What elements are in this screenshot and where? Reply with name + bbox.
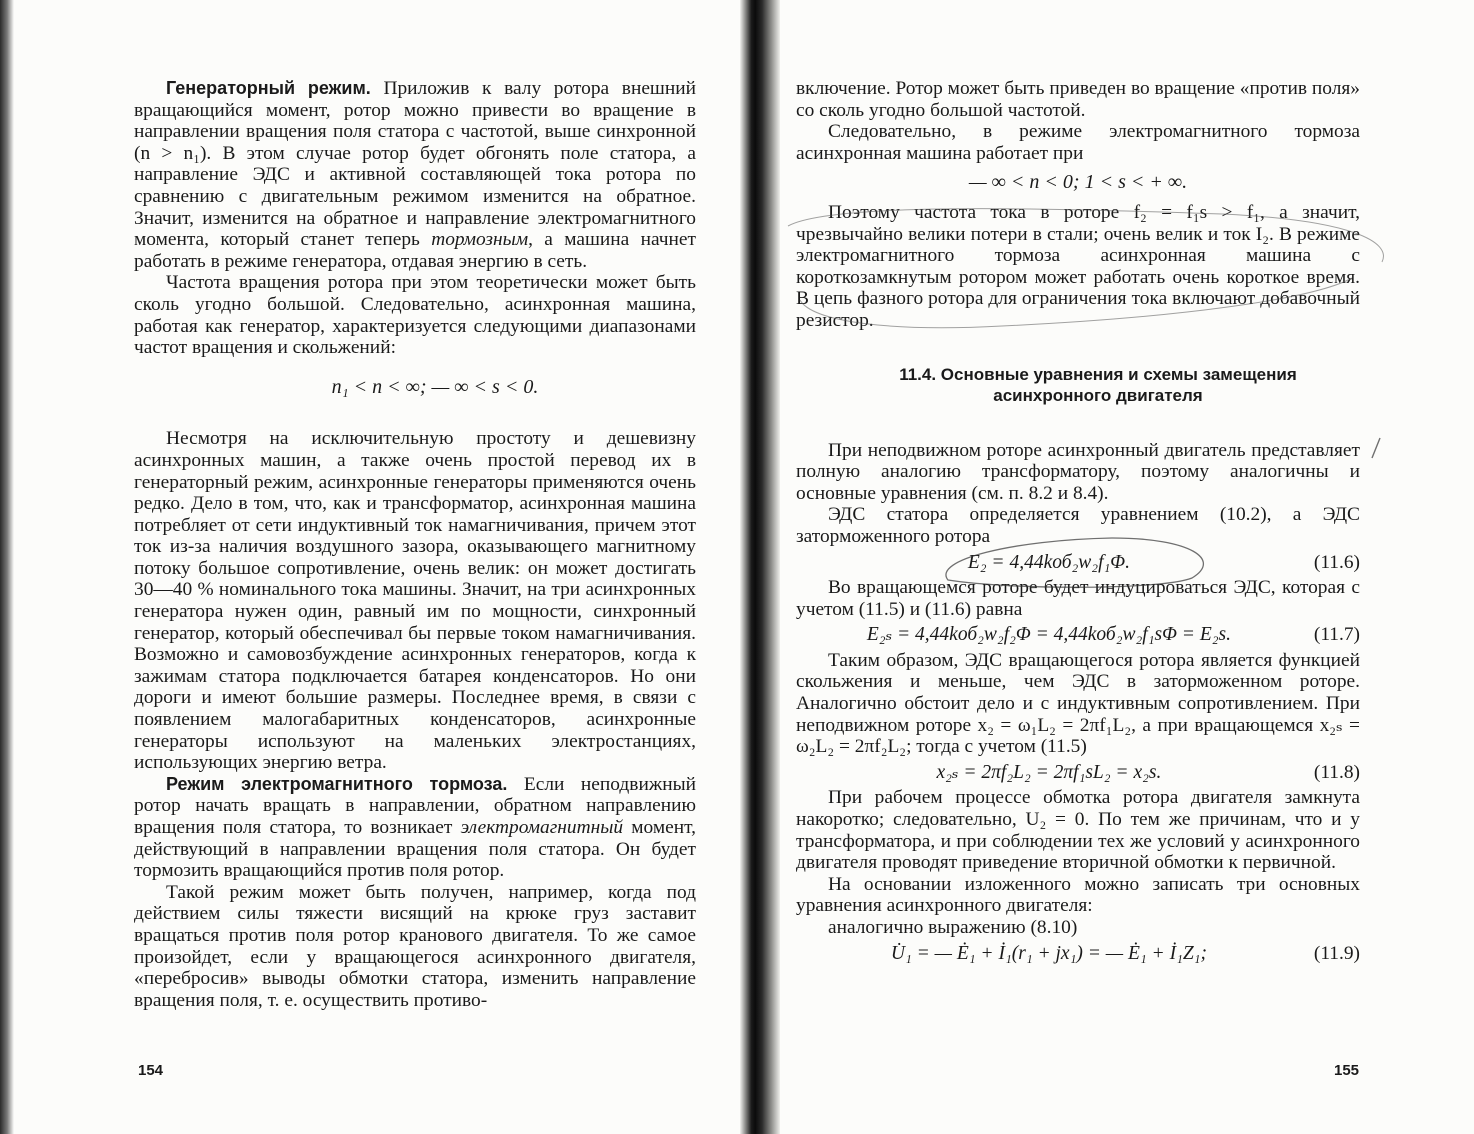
paragraph-losses: Поэтому частота тока в роторе f₂ = f₁s > f₁, а значит, чрезвычайно велики потери в стали; очень велик и ток I₂. В режиме электромагнитного тормоза асинхронная машина с короткозамкнутым ротором может работать очень короткое время. В цепь фазного ротора для ограничения тока включают добавочный резистор. <box>796 201 1360 331</box>
italic-term: электромагнитный <box>460 817 624 838</box>
paragraph-three-equations: На основании изложенного можно записать три основных уравнения асинхронного двигателя: <box>796 873 1360 917</box>
paragraph-slip-function: Таким образом, ЭДС вращающегося ротора является функцией скольжения и меньше, чем ЭДС в заторможенном роторе. Аналогично обстоит дело и с индуктивным сопротивлением. При неподвижном роторе x₂ = ω₁L₂ = 2πf₁L₂, а при вращающемся x₂ₛ = ω₂L₂ = 2πf₂L₂; тогда с учетом (11.5) <box>796 649 1360 758</box>
paragraph-generator-usage: Несмотря на исключительную простоту и дешевизну асинхронных машин, а также очень простой перевод их в генераторный режим, асинхронные генераторы применяются очень редко. Дело в том, что, как и трансформатор, асинхронная машина потребляет от сети индуктивный ток намагничивания, причем этот ток из-за наличия воздушного зазора, оказывающего магнитному потоку большое сопротивление, очень велик: он может достигать 30—40 % номинального тока машины. Значит, на три асинхронных генератора нужен один, равный им по мощности, синхронный генератор, который обеспечивал бы первые током намагничивания. Возможно и самовозбуждение асинхронных генераторов, когда к зажимам статора подключается батарея конденсаторов. Но они дороги и имеют большие размеры. Последнее время, в связи с появлением малогабаритных конденсаторов, асинхронные генераторы используют на маленьких электростанциях, использующих энергию ветра. <box>134 428 696 774</box>
book-gutter <box>740 0 780 1134</box>
paragraph-analogous-expression: аналогично выражению (8.10) <box>828 917 1078 938</box>
right-page-text <box>796 78 1360 968</box>
section-heading-line: асинхронного двигателя <box>993 385 1203 405</box>
page-number-right: 155 <box>1334 1062 1360 1079</box>
paragraph-analogy: При неподвижном роторе асинхронный двигатель представляет полную аналогию трансформатору, поэтому аналогичны и основные уравнения (см. п. 8.2 и 8.4). <box>796 439 1360 504</box>
left-page-text <box>134 78 696 1011</box>
section-heading <box>796 364 1360 406</box>
equation-number: (11.9) <box>1313 942 1360 964</box>
equation-expression: x₂ₛ = 2πf₂L₂ = 2πf₁sL₂ = x₂s. <box>936 761 1162 783</box>
scan-left-edge <box>0 0 14 1134</box>
paragraph-emf-stator: ЭДС статора определяется уравнением (10.2), а ЭДС заторможенного ротора <box>796 504 1360 547</box>
italic-term: тормозным <box>431 229 529 251</box>
paragraph-text: Если неподвижный ротор начать вращать в направлении, обратном направлению вращения поля статора, то возникает <box>134 773 697 838</box>
page-number-left: 154 <box>138 1062 164 1079</box>
equation-expression: E₂ = 4,44kоб₂w₂f₁Φ. <box>967 551 1131 573</box>
formula-generator-range: n₁ < n < ∞; — ∞ < s < 0. <box>331 375 539 398</box>
equation-number: (11.8) <box>1313 761 1360 783</box>
run-in-heading: Генераторный режим. <box>166 78 371 98</box>
equation-11-7 <box>796 624 1360 646</box>
paragraph-text: , а машина начнет работать в режиме генератора, отдавая энергию в сеть. <box>134 229 697 272</box>
paragraph-text: момент, действующий в направлении вращения поля статора. Он будет тормозить вращающийся против поля ротор. <box>134 817 697 882</box>
paragraph-generator-mode <box>134 78 696 272</box>
equation-expression: E₂ₛ = 4,44kоб₂w₂f₂Φ = 4,44kоб₂w₂f₁sΦ = E₂s. <box>866 624 1231 646</box>
equation-11-8 <box>796 762 1360 784</box>
paragraph-brake-conditions: Следовательно, в режиме электромагнитного тормоза асинхронная машина работает при <box>796 121 1360 164</box>
equation-11-9 <box>796 943 1360 965</box>
paragraph-continuation: включение. Ротор может быть приведен во вращение «против поля» со сколь угодно большой частотой. <box>796 78 1360 121</box>
paragraph-text: Приложив к валу ротора внешний вращающийся момент, ротор можно привести во вращение в направлении вращения поля статора с частотой, выше синхронной (n > n₁). В этом случае ротор будет обгонять поле статора, а направление ЭДС и активной составляющей тока ротора по сравнению с двигательным режимом изменится на обратное. Значит, изменится на обратное и направление электромагнитного момента, который станет теперь <box>134 78 696 251</box>
equation-number: (11.7) <box>1313 624 1360 646</box>
paragraph-brake-mode <box>134 774 696 882</box>
pencil-margin-tick <box>1372 438 1380 458</box>
equation-number: (11.6) <box>1313 551 1360 573</box>
paragraph-brake-example: Такой режим может быть получен, например, когда под действием силы тяжести висящий на крюке груз заставит вращаться против поля ротор кранового двигателя. То же самое произойдет, если у вращающегося асинхронного двигателя, «перебросив» выводы обмотки статора, изменить направление вращения поля, т. е. осуществить противо- <box>134 881 696 1011</box>
section-heading-line: 11.4. Основные уравнения и схемы замещения <box>899 364 1297 384</box>
run-in-heading: Режим электромагнитного тормоза. <box>166 773 508 794</box>
paragraph-working-process: При рабочем процессе обмотка ротора двигателя замкнута накоротко; следовательно, U₂ = 0. По тем же причинам, что и у трансформатора, и при соблюдении тех же условий у асинхронного двигателя проводят приведение вторичной обмотки к первичной. <box>796 787 1360 874</box>
paragraph-frequency: Частота вращения ротора при этом теоретически может быть сколь угодно большой. Следовательно, асинхронная машина, работая как генератор, характеризуется следующими диапазонами частот вращения и скольжений: <box>134 272 696 359</box>
paragraph-rotating-rotor: Во вращающемся роторе будет индуцироваться ЭДС, которая с учетом (11.5) и (11.6) равна <box>796 577 1360 620</box>
formula-brake-range: — ∞ < n < 0; 1 < s < + ∞. <box>968 171 1188 194</box>
equation-11-6 <box>796 552 1360 574</box>
right-page <box>752 0 1474 1134</box>
equation-expression: U̇₁ = — Ė₁ + İ₁(r₁ + jx₁) = — Ė₁ + İ₁Z₁; <box>890 942 1207 964</box>
